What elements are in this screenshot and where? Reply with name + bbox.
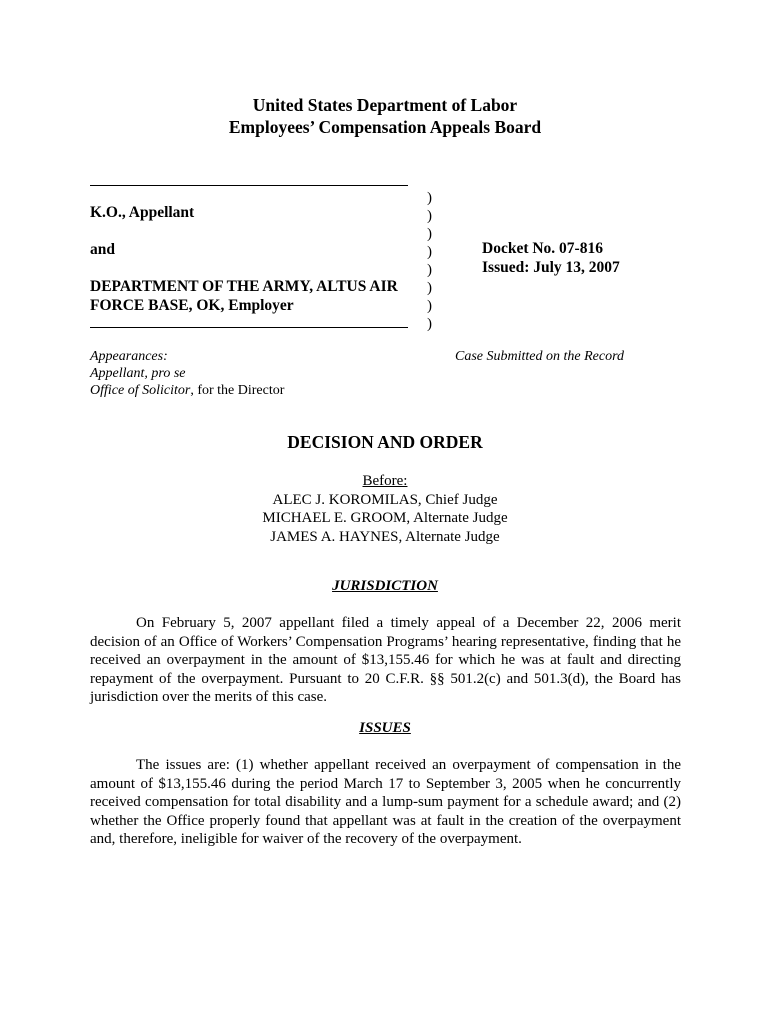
- caption-paren-column: [427, 189, 439, 333]
- paren: ): [427, 226, 432, 242]
- paren: ): [427, 316, 432, 332]
- paren: ): [427, 262, 432, 278]
- paren: ): [427, 190, 432, 206]
- paren: ): [427, 298, 432, 314]
- docket-info: [482, 240, 620, 277]
- decision-title: DECISION AND ORDER: [287, 432, 483, 452]
- solicitor-appearance: [90, 382, 284, 399]
- alternate-judge: JAMES A. HAYNES, Alternate Judge: [270, 528, 500, 545]
- agency-name: United States Department of Labor: [252, 95, 518, 115]
- appellant-name: K.O., Appellant: [90, 204, 195, 221]
- chief-judge: ALEC J. KOROMILAS, Chief Judge: [272, 491, 498, 508]
- paren: ): [427, 280, 432, 296]
- judges-panel: [0, 472, 770, 546]
- docket-number: Docket No. 07-816: [482, 240, 603, 257]
- and-connector: and: [90, 241, 115, 258]
- paren: ): [427, 208, 432, 224]
- alternate-judge: MICHAEL E. GROOM, Alternate Judge: [262, 510, 508, 526]
- caption-bottom-rule: [90, 327, 408, 328]
- document-header: [0, 94, 770, 138]
- issued-date: Issued: July 13, 2007: [482, 258, 620, 276]
- board-name: Employees’ Compensation Appeals Board: [228, 117, 542, 137]
- caption-top-rule: [90, 185, 408, 186]
- appellant-appearance: Appellant, pro se: [90, 366, 186, 381]
- appearances-heading: Appearances:: [90, 349, 168, 364]
- paren: ): [427, 244, 432, 260]
- employer-name: DEPARTMENT OF THE ARMY, ALTUS AIR FORCE BASE, OK, Employer: [90, 278, 398, 314]
- before-label: Before:: [362, 473, 408, 489]
- case-submitted-note: Case Submitted on the Record: [455, 349, 625, 364]
- issues-heading: ISSUES: [359, 720, 411, 736]
- solicitor-role: , for the Director: [190, 383, 285, 398]
- issues-paragraph: The issues are: (1) whether appellant received an overpayment of compensation in the amount of $13,155.46 during the period March 17 to September 3, 2005 when he concurrently received compensation for total disability and a lump-sum payment for a schedule award; and (2) whether the Office properly found that appellant was at fault in the creation of the overpayment and, therefore, ineligible for waiver of the recovery of the overpayment.: [90, 757, 681, 848]
- appearances-block: [90, 348, 284, 399]
- jurisdiction-heading: JURISDICTION: [332, 578, 438, 594]
- jurisdiction-paragraph: On February 5, 2007 appellant filed a timely appeal of a December 22, 2006 merit decision of an Office of Workers’ Compensation Programs’ hearing representative, finding that he received an overpayment in the amount of $13,155.46 for which he was at fault and directing repayment of the overpayment. Pursuant to 20 C.F.R. §§ 501.2(c) and 501.3(d), the Board has jurisdiction over the merits of this case.: [90, 615, 681, 706]
- solicitor-office: Office of Solicitor: [90, 383, 191, 398]
